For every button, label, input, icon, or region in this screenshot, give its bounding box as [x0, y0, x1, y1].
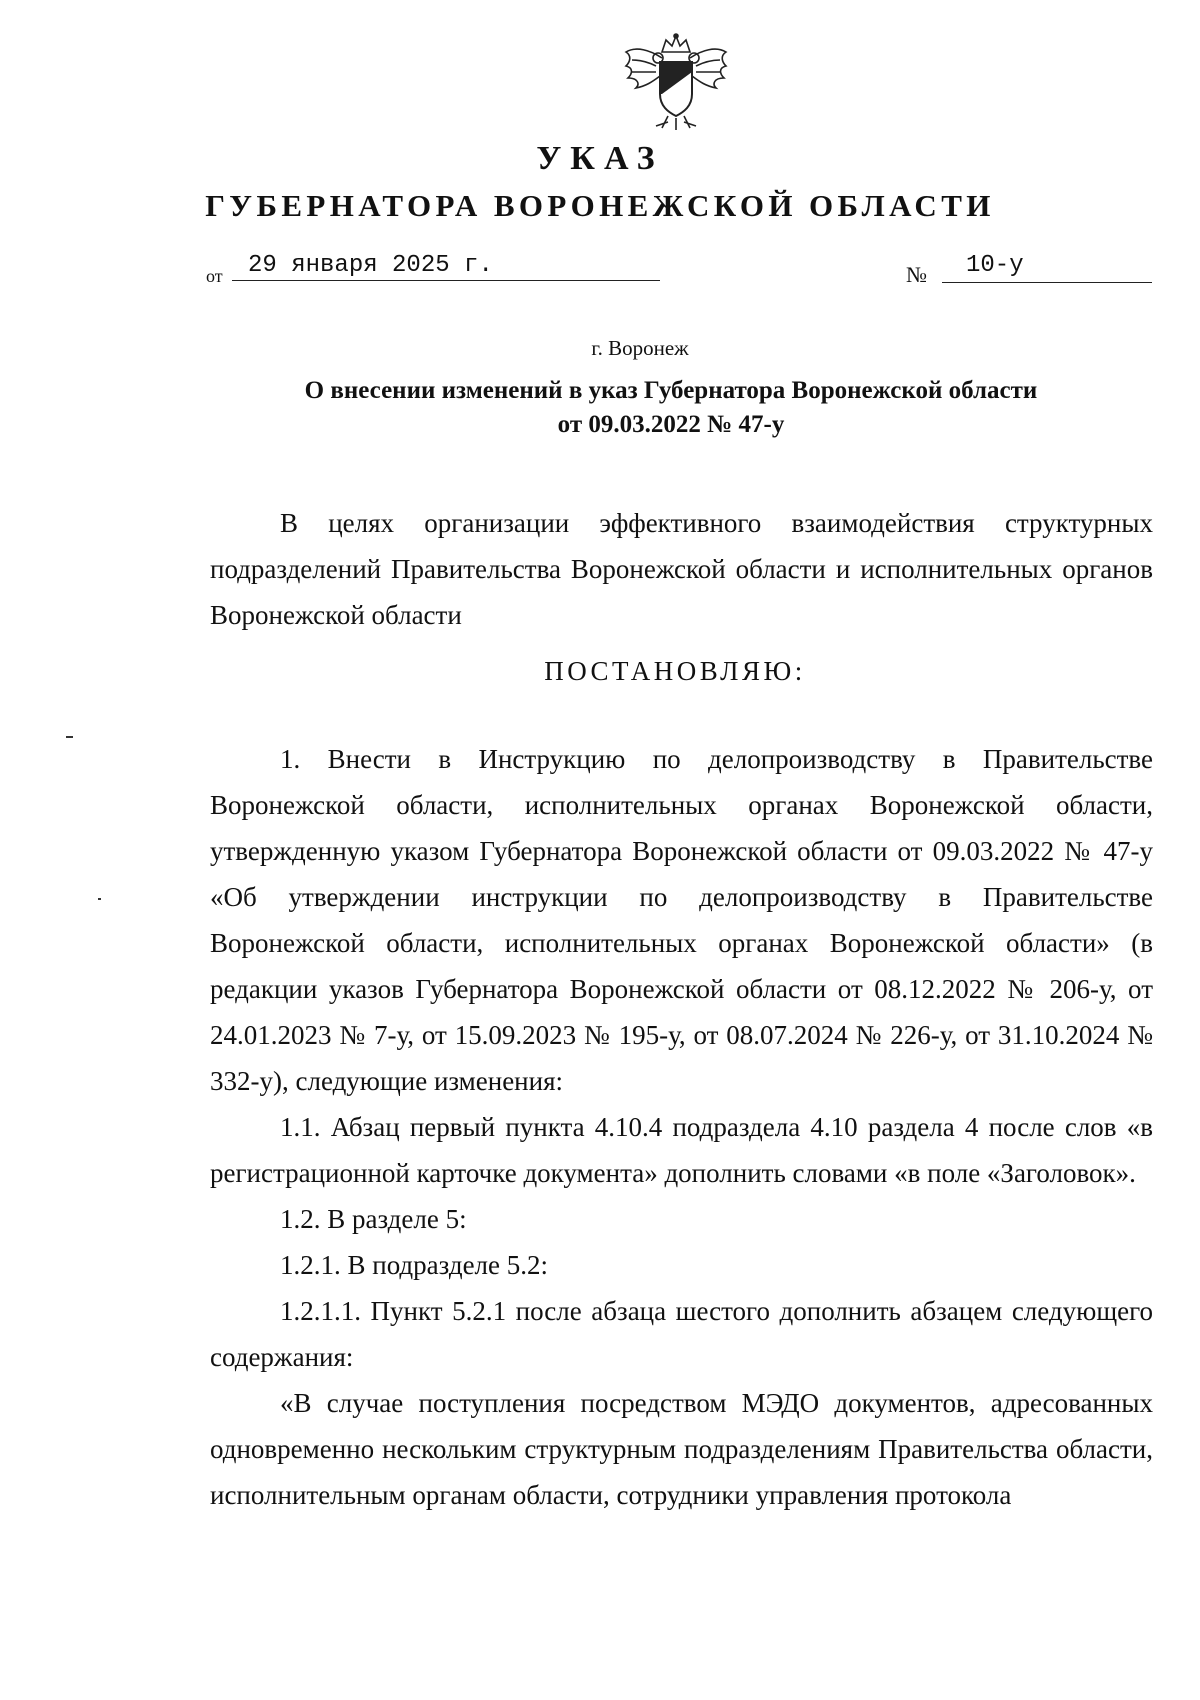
paragraph-1-1: 1.1. Абзац первый пункта 4.10.4 подраздела 4.10 раздела 4 после слов «в регистрационной карточке документа» дополнить словами «в поле «Заголовок». — [210, 1112, 1153, 1188]
city-label: г. Воронеж — [591, 336, 689, 360]
decree-number: 10-у — [966, 252, 1024, 279]
paragraph-1-2-1: 1.2.1. В подразделе 5.2: — [280, 1250, 549, 1280]
preamble-text: В целях организации эффективного взаимодействия структурных подразделений Правительства Воронежской области и исполнительных органов Воронежской области — [210, 508, 1153, 630]
paragraph-1: 1. Внести в Инструкцию по делопроизводству в Правительстве Воронежской области, исполнительных органах Воронежской области, утвержденную указом Губернатора Воронежской области от 09.03.2022 № 47-у «Об утверждении инструкции по делопроизводству в Правительстве Воронежской области, исполнительных органах Воронежской области» (в редакции указов Губернатора Воронежской области от 08.12.2022 № 206-у, от 24.01.2023 № 7-у, от 15.09.2023 № 195-у, от 08.07.2024 № 226-у, от 31.10.2024 № 332-у), следующие изменения: — [210, 744, 1153, 1096]
number-label: № — [906, 262, 927, 287]
quoted-paragraph: «В случае поступления посредством МЭДО документов, адресованных одновременно нескольким структурным подразделениям Правительства области, исполнительным органам области, сотрудники управления протокола — [210, 1388, 1153, 1510]
document-heading — [190, 374, 1152, 442]
scan-artifact-mark — [66, 736, 73, 738]
decree-body — [210, 736, 1153, 1518]
date-number-row — [206, 252, 1152, 288]
decree-issuer: ГУБЕРНАТОРА ВОРОНЕЖСКОЙ ОБЛАСТИ — [205, 188, 995, 223]
heading-line-2: от 09.03.2022 № 47-у — [557, 411, 785, 438]
date-prefix-label: от — [206, 266, 223, 286]
paragraph-1-2-1-1: 1.2.1.1. Пункт 5.2.1 после абзаца шестого дополнить абзацем следующего содержания: — [210, 1296, 1153, 1372]
heading-line-1: О внесении изменений в указ Губернатора Воронежской области — [304, 377, 1038, 404]
decree-date: 29 января 2025 г. — [248, 252, 493, 279]
resolve-word: ПОСТАНОВЛЯЮ: — [544, 656, 806, 686]
paragraph-1-2: 1.2. В разделе 5: — [280, 1204, 467, 1234]
date-underline — [232, 280, 660, 281]
preamble — [210, 500, 1153, 638]
decree-title: УКАЗ — [536, 140, 664, 177]
scan-artifact-mark — [98, 898, 101, 900]
number-underline — [942, 282, 1152, 283]
coat-of-arms-emblem — [622, 32, 730, 132]
